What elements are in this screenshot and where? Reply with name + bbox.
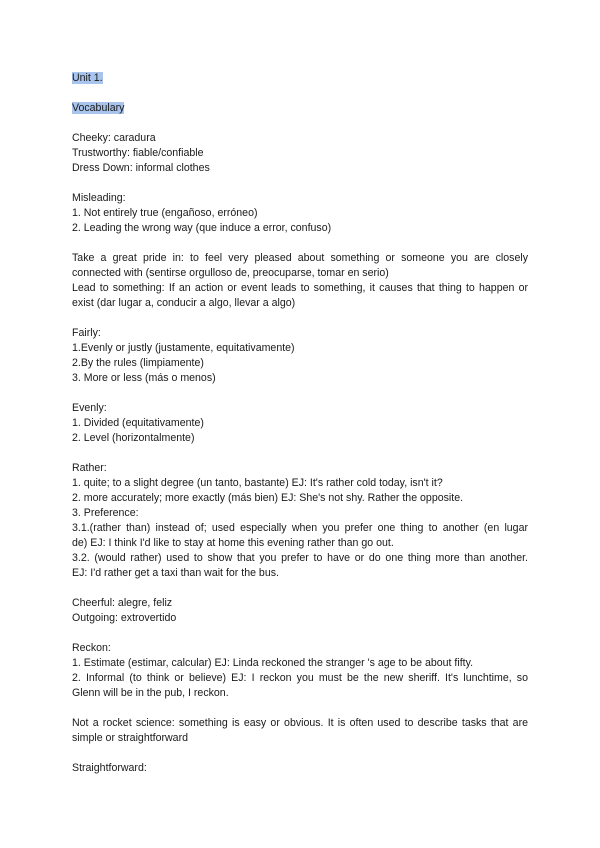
definition-line: simple or straightforward (72, 732, 188, 744)
pride-group (72, 251, 528, 311)
definition-line: 2. more accurately; more exactly (más bien) EJ: She's not shy. Rather the opposite. (72, 492, 464, 504)
fairly-group (72, 326, 528, 386)
definition-line: 1. quite; to a slight degree (un tanto, bastante) EJ: It's rather cold today, isn't it? (72, 477, 443, 489)
definition-line: Glenn will be in the pub, I reckon. (72, 687, 229, 699)
definition-line: 2. Informal (to think or believe) EJ: I reckon you must be the new sheriff. It's lunchtime, so (72, 672, 528, 684)
cheerful-group (72, 596, 528, 626)
definition-line: 2.By the rules (limpiamente) (72, 357, 204, 369)
vocab-line: Cheeky: caradura (72, 132, 156, 144)
term-heading: Evenly: (72, 402, 107, 414)
definition-line: exist (dar lugar a, conducir a algo, llevar a algo) (72, 297, 296, 309)
definition-line: Lead to something: If an action or event leads to something, it causes that thing to happen or (72, 282, 528, 294)
definition-line: 1. Divided (equitativamente) (72, 417, 204, 429)
misleading-group (72, 191, 528, 236)
definition-line: 3.1.(rather than) instead of; used especially when you prefer one thing to another (en lugar (72, 522, 528, 534)
rather-group (72, 461, 528, 581)
definition-line: 3. Preference: (72, 507, 139, 519)
cheeky-group (72, 131, 528, 176)
definition-line: 1.Evenly or justly (justamente, equitativamente) (72, 342, 295, 354)
definition-line: EJ: I'd rather get a taxi than wait for the bus. (72, 567, 279, 579)
term-heading: Misleading: (72, 192, 126, 204)
rocket-group (72, 716, 528, 746)
vocab-line: Outgoing: extrovertido (72, 612, 177, 624)
evenly-group (72, 401, 528, 446)
definition-line: 1. Estimate (estimar, calcular) EJ: Linda reckoned the stranger 's age to be about fifty. (72, 657, 474, 669)
definition-line: de) EJ: I think I'd like to stay at home this evening rather than go out. (72, 537, 394, 549)
vocab-line: Dress Down: informal clothes (72, 162, 210, 174)
term-heading: Fairly: (72, 327, 101, 339)
definition-line: 1. Not entirely true (engañoso, erróneo) (72, 207, 258, 219)
vocab-line: Cheerful: alegre, feliz (72, 597, 173, 609)
definition-line: Take a great pride in: to feel very pleased about something or someone you are closely (72, 252, 528, 264)
term-heading: Straightforward: (72, 762, 147, 774)
unit-title: Unit 1. (72, 72, 103, 84)
document-body (72, 71, 528, 776)
definition-line: connected with (sentirse orgulloso de, preocuparse, tomar en serio) (72, 267, 389, 279)
term-heading: Rather: (72, 462, 107, 474)
reckon-group (72, 641, 528, 701)
definition-line: Not a rocket science: something is easy or obvious. It is often used to describe tasks that are (72, 717, 528, 729)
definition-line: 3.2. (would rather) used to show that you prefer to have or do one thing more than another. (72, 552, 528, 564)
straightforward-group (72, 761, 528, 776)
vocabulary-heading: Vocabulary (72, 102, 125, 114)
definition-line: 3. More or less (más o menos) (72, 372, 216, 384)
definition-line: 2. Level (horizontalmente) (72, 432, 195, 444)
vocab-line: Trustworthy: fiable/confiable (72, 147, 204, 159)
definition-line: 2. Leading the wrong way (que induce a error, confuso) (72, 222, 332, 234)
term-heading: Reckon: (72, 642, 111, 654)
